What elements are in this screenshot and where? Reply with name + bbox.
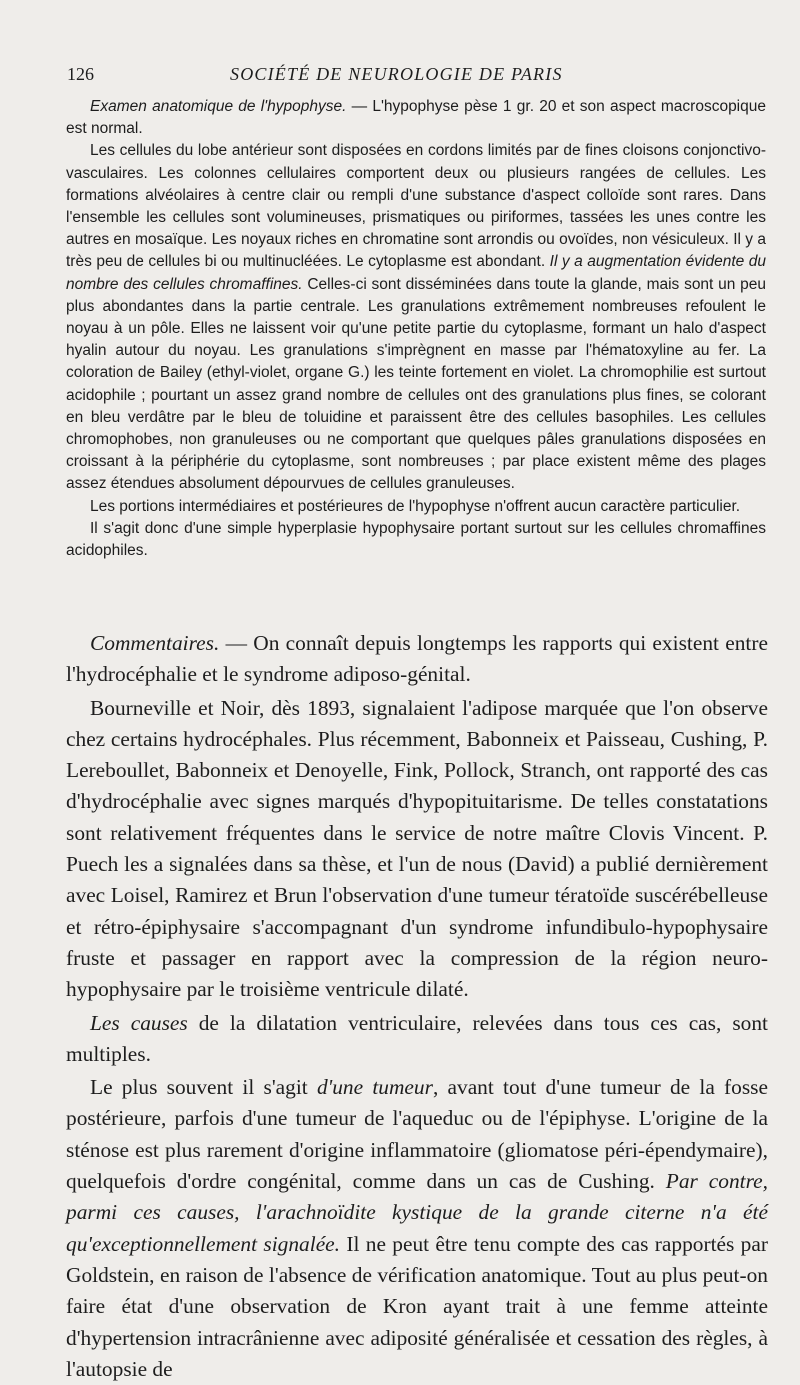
small-paragraph-1: Examen anatomique de l'hypophyse. — L'hypophyse pèse 1 gr. 20 et son aspect macroscopique est normal. xyxy=(66,98,766,138)
commentary-paragraph-2: Bourneville et Noir, dès 1893, signalaient l'adipose marquée que l'on observe chez certains hydrocéphales. Plus récemment, Babonneix et Paisseau, Cushing, P. Lereboullet, Babonneix et Denoyelle, Fink, Pollock, Stranch, ont rapporté des cas d'hydrocéphalie avec signes marqués d'hypopituitarisme. De telles constatations sont relativement fréquentes dans le service de notre maître Clovis Vincent. P. Puech les a signalées dans sa thèse, et l'un de nous (David) a publié dernièrement avec Loisel, Ramirez et Brun l'observation d'une tumeur tératoïde suscérébelleuse et rétro-épiphysaire s'accompagnant d'un syndrome infundibulo-hypophysaire fruste et passager en rapport avec la compression de la région neuro-hypophysaire par le troisième ventricule dilaté. xyxy=(66,695,768,1002)
anatomical-exam-section xyxy=(66,96,766,562)
commentary-paragraph-1: Commentaires. — On connaît depuis longtemps les rapports qui existent entre l'hydrocéphalie et le syndrome adiposo-génital. xyxy=(66,631,768,687)
page-number: 126 xyxy=(67,64,94,84)
running-title: SOCIÉTÉ DE NEUROLOGIE DE PARIS xyxy=(230,64,563,84)
commentary-paragraph-4: Le plus souvent il s'agit d'une tumeur, avant tout d'une tumeur de la fosse postérieure, parfois d'une tumeur de l'aqueduc ou de l'épiphyse. L'origine de la sténose est plus rarement d'origine inflammatoire (gliomatose péri-épendymaire), quelquefois d'ordre congénital, comme dans un cas de Cushing. Par contre, parmi ces causes, l'arachnoïdite kystique de la grande citerne n'a été qu'exceptionnellement signalée. Il ne peut être tenu compte des cas rapportés par Goldstein, en raison de l'absence de vérification anatomique. Tout au plus peut-on faire état d'une observation de Kron ayant trait à une femme atteinte d'hypertension intracrânienne avec adiposité généralisée et cessation des règles, à l'autopsie de xyxy=(66,1075,768,1381)
commentary-paragraph-3: Les causes de la dilatation ventriculaire, relevées dans tous ces cas, sont multiples. xyxy=(66,1010,768,1066)
small-paragraph-3: Les portions intermédiaires et postérieures de l'hypophyse n'offrent aucun caractère particulier. xyxy=(90,497,741,515)
emphasis-arachnoiditis: Par contre, parmi ces causes, l'arachnoïdite kystique de la grande citerne n'a été qu'exceptionnellement signalée. xyxy=(66,1169,768,1256)
small-paragraph-2: Les cellules du lobe antérieur sont disposées en cordons limités par de fines cloisons conjonctivo-vasculaires. Les colonnes cellulaires comportent deux ou plusieurs rangées de cellules. Les formations alvéolaires à centre clair ou rempli d'une substance d'aspect colloïde sont rares. Dans l'ensemble les cellules sont volumineuses, prismatiques ou piriformes, tassées les unes contre les autres en mosaïque. Les noyaux riches en chromatine sont arrondis ou ovoïdes, non vésiculeux. Il y a très peu de cellules bi ou multinucléées. Le cytoplasme est abondant. Il y a augmentation évidente du nombre des cellules chromaffines. Celles-ci sont disséminées dans toute la glande, mais sont un peu plus abondantes dans la partie centrale. Les granulations extrêmement nombreuses refoulent le noyau à un pôle. Elles ne laissent voir qu'une petite partie du cytoplasme, formant un halo d'aspect hyalin autour du noyau. Les granulations s'imprègnent en masse par l'hématoxyline au fer. La coloration de Bailey (ethyl-violet, organe G.) les teinte fortement en violet. La chromophilie est surtout acidophile ; pourtant un assez grand nombre de cellules ont des granulations plus fines, se colorant en bleu verdâtre par le bleu de toluidine et paraissent être des cellules basophiles. Les cellules chromophobes, non granuleuses ou ne comportant que quelques pâles granulations disposées en croissant à la périphérie du cytoplasme, sont nombreuses ; par place existent même des plages assez étendues absolument dépourvues de cellules granuleuses. xyxy=(66,142,766,493)
emphasis-causes: Les causes xyxy=(90,1010,188,1035)
emphasis-tumeur: d'une tumeur xyxy=(316,1075,433,1100)
page-header xyxy=(67,62,770,86)
commentary-section xyxy=(66,628,768,1385)
small-paragraph-4: Il s'agit donc d'une simple hyperplasie hypophysaire portant surtout sur les cellules chromaffines acidophiles. xyxy=(66,519,766,560)
exam-heading: Examen anatomique de l'hypophyse. xyxy=(90,98,347,115)
commentary-heading: Commentaires. xyxy=(90,631,220,655)
emphasis-chromaffin: Il y a augmentation évidente du nombre des cellules chromaffines. xyxy=(66,253,766,293)
